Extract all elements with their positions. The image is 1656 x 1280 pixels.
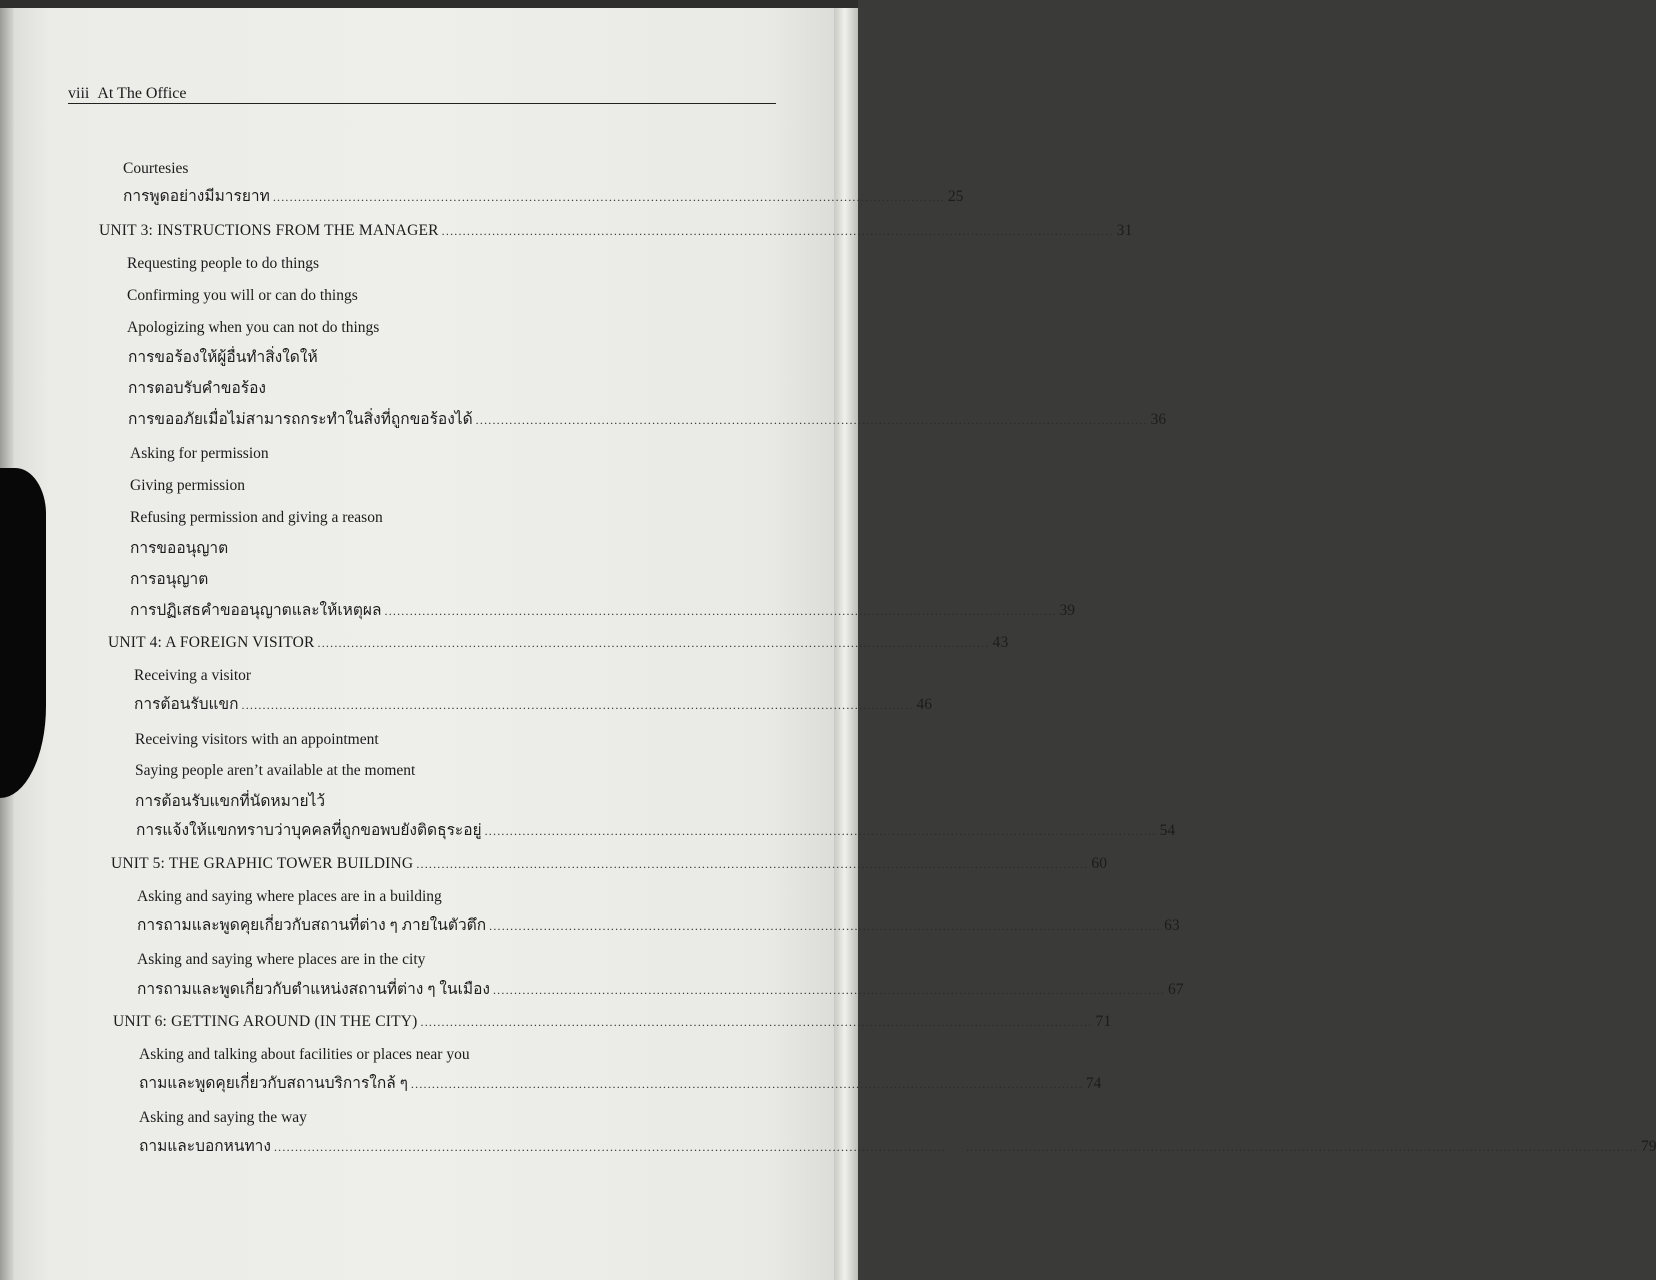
toc-entry [139, 1135, 1656, 1159]
toc-page-number: 63 [1164, 917, 1180, 934]
toc-page-number: 43 [992, 634, 1009, 651]
toc-entry-text: การถามและพูดเกี่ยวกับตำแหน่งสถานที่ต่าง ๆ ในเมือง [137, 981, 490, 998]
leader-dots: ................................................................................................................................................................ [317, 636, 990, 650]
leader-dots: ................................................................................................................................................................ [416, 857, 1089, 871]
toc-subheading: Saying people aren’t available at the moment [135, 762, 416, 779]
top-border [0, 0, 858, 8]
toc-subheading: Courtesies [123, 160, 189, 177]
toc-subheading: Asking and saying the way [139, 1109, 307, 1126]
leader-dots: ................................................................................................................................................................ [241, 698, 914, 712]
toc-entry-text: ถามและพูดคุยเกี่ยวกับสถานบริการใกล้ ๆ [139, 1075, 408, 1092]
toc-entry [130, 599, 1075, 623]
toc-entry-text: การพูดอย่างมีมารยาท [123, 188, 270, 205]
toc-entry-text: การต้อนรับแขก [134, 696, 239, 713]
leader-dots: ................................................................................................................................................................ [492, 983, 1165, 997]
toc-entry [123, 185, 964, 209]
leader-dots: ................................................................................................................................................................ [441, 224, 1114, 238]
toc-entry-text: การปฏิเสธคำขออนุญาตและให้เหตุผล [130, 602, 382, 619]
toc-subheading: Confirming you will or can do things [127, 287, 358, 304]
toc-unit-heading [113, 1010, 1112, 1034]
toc-subheading: การขอร้องให้ผู้อื่นทำสิ่งใดให้ [128, 349, 318, 366]
toc-entry-text: UNIT 5: THE GRAPHIC TOWER BUILDING [111, 855, 414, 872]
toc-entry [137, 914, 1180, 938]
leader-dots: ................................................................................................................................................................ [384, 604, 1057, 618]
running-title: At The Office [97, 85, 187, 102]
toc-page-number: 60 [1091, 855, 1108, 872]
page-numeral: viii [68, 85, 90, 102]
toc-subheading: การต้อนรับแขกที่นัดหมายไว้ [135, 793, 326, 810]
leader-dots: ................................................................................................................................................................ [272, 190, 945, 204]
toc-subheading: การอนุญาต [130, 571, 209, 588]
toc-subheading: การตอบรับคำขอร้อง [128, 380, 266, 397]
toc-page-number: 67 [1167, 981, 1184, 998]
toc-unit-heading [108, 631, 1009, 655]
running-header [68, 84, 776, 104]
toc-page-number: 71 [1095, 1013, 1112, 1030]
toc-unit-heading [99, 219, 1133, 243]
toc-page-number: 79 [1640, 1138, 1656, 1155]
toc-entry-text: การแจ้งให้แขกทราบว่าบุคคลที่ถูกขอพบยังติดธุระอยู่ [136, 822, 482, 839]
toc-entry-text: การถามและพูดคุยเกี่ยวกับสถานที่ต่าง ๆ ภายในตัวตึก [137, 917, 487, 934]
toc-subheading: Receiving a visitor [134, 667, 252, 684]
toc-subheading: Asking and talking about facilities or places near you [139, 1046, 470, 1063]
leader-dots: ................................................................................................................................................................ [410, 1077, 1083, 1091]
toc-entry [128, 408, 1167, 432]
toc-entry [139, 1072, 1102, 1096]
toc-entry-text: UNIT 3: INSTRUCTIONS FROM THE MANAGER [99, 222, 439, 239]
toc-entry-text: UNIT 4: A FOREIGN VISITOR [108, 634, 315, 651]
toc-page-number: 74 [1085, 1075, 1102, 1092]
toc-entry-text: ถามและบอกหนทาง [139, 1138, 271, 1155]
leader-dots: ................................................................................................................................................................ [475, 413, 1148, 427]
toc-subheading: การขออนุญาต [130, 540, 229, 557]
toc-entry [137, 978, 1184, 1002]
toc-subheading: Asking and saying where places are in the city [137, 951, 426, 968]
toc-page-number: 31 [1116, 222, 1133, 239]
toc-page-number: 25 [947, 188, 964, 205]
leader-dots: ................................................................................................................................................................ [273, 1140, 946, 1154]
leader-dots: ................................................................................................................................................................ [489, 919, 1162, 933]
toc-subheading: Giving permission [130, 477, 245, 494]
leader-dots: ................................................................................................................................................................ [484, 824, 1157, 838]
thumb-shadow [0, 468, 46, 798]
toc-page-number: 39 [1059, 602, 1075, 619]
toc-entry-text: การขออภัยเมื่อไม่สามารถกระทำในสิ่งที่ถูกขอร้องได้ [128, 411, 473, 428]
toc-entry-text: UNIT 6: GETTING AROUND (IN THE CITY) [113, 1013, 418, 1030]
toc-subheading: Refusing permission and giving a reason [130, 509, 383, 526]
toc-page-number: 54 [1159, 822, 1176, 839]
toc-subheading: Asking and saying where places are in a building [137, 888, 442, 905]
toc-subheading: Requesting people to do things [127, 255, 320, 272]
leader-dots: ................................................................................................................................................................ [965, 1140, 1638, 1154]
toc-subheading: Receiving visitors with an appointment [135, 731, 379, 748]
toc-page-number: 36 [1150, 411, 1167, 428]
toc-unit-heading [111, 852, 1108, 876]
toc-entry [136, 819, 1176, 843]
toc-subheading: Asking for permission [130, 445, 269, 462]
leader-dots: ................................................................................................................................................................ [420, 1015, 1093, 1029]
toc-subheading: Apologizing when you can not do things [127, 319, 380, 336]
toc-page-number: 46 [916, 696, 933, 713]
toc-entry [134, 693, 933, 717]
